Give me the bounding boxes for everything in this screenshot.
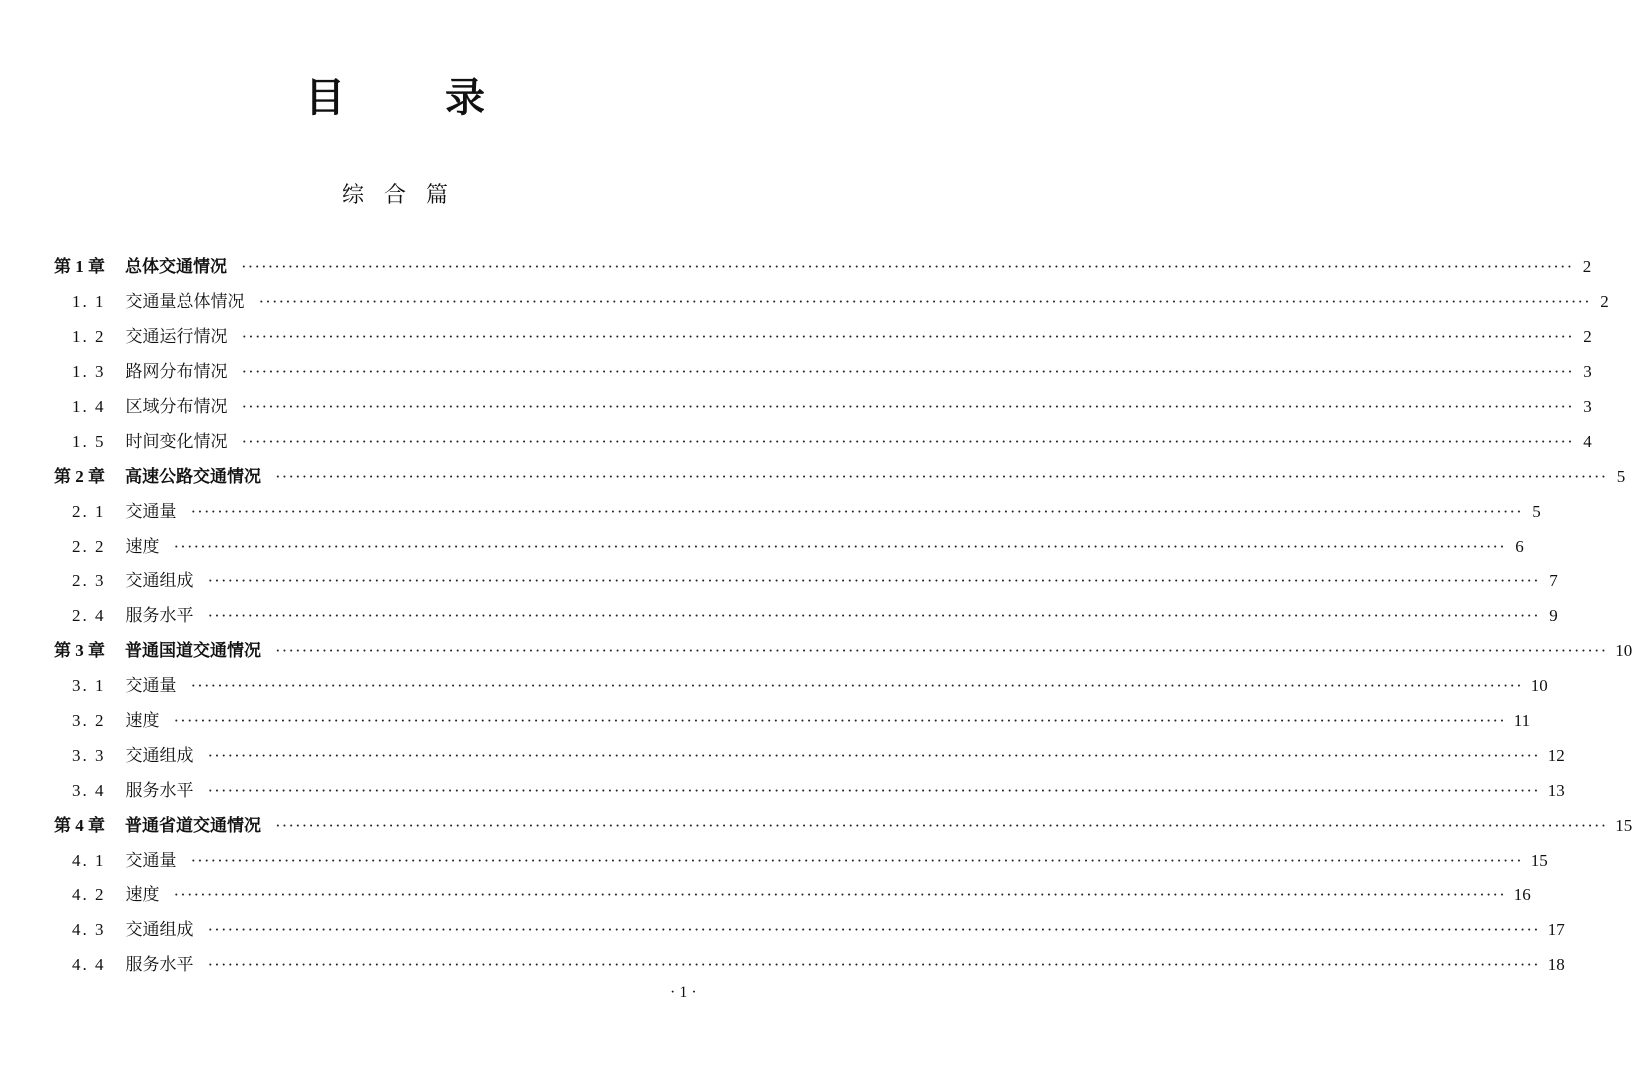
toc-entry-number: 第 4 章 <box>54 815 105 835</box>
toc-leader-dots: ········································································································································································································ <box>207 780 1540 800</box>
toc-entry-title: 普通省道交通情况 <box>125 815 261 836</box>
toc-entry-title: 普通国道交通情况 <box>125 641 261 662</box>
toc-leader-dots: ········································································································································································································ <box>190 676 1523 696</box>
toc-entry-title: 速度 <box>125 885 160 906</box>
toc-chapter-entry[interactable] <box>54 250 1592 285</box>
toc-entry-number: 4. 4 <box>72 955 106 975</box>
toc-leader-dots: ········································································································································································································ <box>173 885 1506 905</box>
toc-section-entry[interactable] <box>54 494 1541 529</box>
toc-leader-dots: ········································································································································································································ <box>190 850 1523 870</box>
toc-leader-dots: ········································································································································································································ <box>207 955 1540 975</box>
toc-entry-page: 12 <box>1547 745 1565 765</box>
page-title-char-1: 目 <box>305 74 345 121</box>
toc-leader-dots: ········································································································································································································ <box>190 501 1523 521</box>
toc-entry-title: 区域分布情况 <box>125 397 228 417</box>
toc-entry-number: 第 2 章 <box>54 466 105 486</box>
toc-leader-dots: ········································································································································································································ <box>275 466 1608 486</box>
toc-entry-title: 总体交通情况 <box>125 257 227 278</box>
toc-entry-number: 1. 4 <box>72 397 106 416</box>
toc-section-entry[interactable] <box>54 564 1558 599</box>
toc-leader-dots: ········································································································································································································ <box>275 641 1608 661</box>
toc-entry-number: 1. 5 <box>72 431 106 451</box>
table-of-contents <box>54 250 1632 983</box>
toc-entry-number: 1. 2 <box>72 327 106 347</box>
toc-section-entry[interactable] <box>54 320 1592 355</box>
toc-entry-title: 交通运行情况 <box>125 327 228 348</box>
toc-leader-dots: ········································································································································································································ <box>241 257 1574 277</box>
toc-entry-number: 2. 3 <box>72 571 106 591</box>
toc-entry-page: 17 <box>1547 920 1565 940</box>
page-title-char-2: 录 <box>445 74 485 121</box>
toc-section-entry[interactable] <box>54 878 1531 913</box>
toc-leader-dots: ········································································································································································································ <box>207 745 1540 765</box>
toc-entry-number: 3. 3 <box>72 745 106 765</box>
toc-entry-page: 5 <box>1616 466 1626 486</box>
toc-leader-dots: ········································································································································································································ <box>275 815 1608 835</box>
toc-leader-dots: ········································································································································································································ <box>241 431 1574 451</box>
toc-leader-dots: ········································································································································································································ <box>207 606 1540 626</box>
toc-entry-number: 第 3 章 <box>54 641 105 661</box>
toc-leader-dots: ········································································································································································································ <box>241 362 1574 382</box>
toc-entry-page: 4 <box>1583 431 1592 451</box>
toc-section-entry[interactable] <box>54 843 1548 878</box>
toc-entry-page: 2 <box>1582 257 1592 277</box>
toc-section-entry[interactable] <box>54 773 1565 808</box>
toc-entry-title: 路网分布情况 <box>125 362 228 383</box>
toc-entry-page: 2 <box>1583 327 1592 347</box>
toc-chapter-entry[interactable] <box>54 808 1632 843</box>
toc-entry-title: 速度 <box>125 711 160 732</box>
toc-entry-page: 9 <box>1549 606 1558 626</box>
toc-chapter-entry[interactable] <box>54 634 1632 669</box>
toc-entry-page: 7 <box>1549 571 1558 591</box>
toc-entry-title: 服务水平 <box>125 955 194 976</box>
toc-entry-number: 4. 1 <box>72 850 106 870</box>
toc-leader-dots: ········································································································································································································ <box>173 711 1506 731</box>
toc-entry-title: 时间变化情况 <box>125 431 228 452</box>
toc-entry-page: 16 <box>1513 885 1531 905</box>
toc-section-entry[interactable] <box>54 704 1531 739</box>
toc-chapter-entry[interactable] <box>54 459 1626 494</box>
toc-section-entry[interactable] <box>54 913 1565 948</box>
toc-leader-dots: ········································································································································································································ <box>258 292 1591 312</box>
toc-entry-page: 15 <box>1615 815 1632 835</box>
section-heading: 综合篇 <box>341 183 468 208</box>
toc-section-entry[interactable] <box>54 669 1548 704</box>
toc-entry-title: 交通组成 <box>125 571 194 592</box>
toc-entry-number: 1. 1 <box>72 292 106 312</box>
page-footer-number: · 1 · <box>670 984 697 1001</box>
page-title <box>0 70 790 126</box>
toc-entry-page: 13 <box>1547 780 1565 800</box>
toc-entry-page: 5 <box>1532 501 1541 521</box>
toc-entry-number: 1. 3 <box>72 362 106 382</box>
toc-entry-number: 2. 4 <box>72 606 106 626</box>
toc-entry-title: 高速公路交通情况 <box>125 466 261 487</box>
toc-entry-page: 2 <box>1600 292 1609 312</box>
toc-entry-page: 3 <box>1583 397 1592 416</box>
toc-entry-number: 4. 3 <box>72 920 106 940</box>
toc-entry-number: 3. 2 <box>72 711 106 731</box>
toc-entry-title: 交通量 <box>125 850 177 871</box>
toc-entry-title: 交通量 <box>125 676 177 697</box>
toc-section-entry[interactable] <box>54 424 1592 459</box>
toc-entry-title: 交通量总体情况 <box>125 292 245 313</box>
toc-entry-page: 3 <box>1583 362 1592 382</box>
toc-entry-page: 15 <box>1530 850 1548 870</box>
toc-section-entry[interactable] <box>54 390 1592 425</box>
toc-entry-title: 服务水平 <box>125 780 194 801</box>
toc-section-entry[interactable] <box>54 738 1565 773</box>
toc-entry-page: 10 <box>1615 641 1632 661</box>
toc-entry-page: 6 <box>1515 536 1524 556</box>
toc-entry-title: 交通量 <box>125 501 177 522</box>
toc-entry-page: 10 <box>1530 676 1548 696</box>
toc-entry-number: 3. 1 <box>72 676 106 696</box>
toc-entry-number: 第 1 章 <box>54 257 105 277</box>
toc-entry-number: 4. 2 <box>72 885 106 905</box>
toc-entry-number: 3. 4 <box>72 780 106 800</box>
toc-entry-title: 交通组成 <box>125 920 194 941</box>
toc-leader-dots: ········································································································································································································ <box>241 327 1574 347</box>
toc-section-entry[interactable] <box>54 285 1609 320</box>
toc-leader-dots: ········································································································································································································ <box>173 536 1506 556</box>
toc-entry-number: 2. 1 <box>72 501 106 521</box>
toc-section-entry[interactable] <box>54 948 1565 983</box>
toc-leader-dots: ········································································································································································································ <box>241 397 1574 416</box>
toc-entry-title: 服务水平 <box>125 606 194 627</box>
toc-entry-page: 11 <box>1513 711 1531 731</box>
toc-entry-number: 2. 2 <box>72 536 106 556</box>
toc-leader-dots: ········································································································································································································ <box>207 571 1540 591</box>
toc-entry-title: 速度 <box>125 536 160 557</box>
toc-section-entry[interactable] <box>54 355 1592 390</box>
toc-section-entry[interactable] <box>54 599 1558 634</box>
toc-leader-dots: ········································································································································································································ <box>207 920 1540 940</box>
toc-entry-title: 交通组成 <box>125 745 194 766</box>
toc-section-entry[interactable] <box>54 529 1524 564</box>
toc-entry-page: 18 <box>1547 955 1565 975</box>
